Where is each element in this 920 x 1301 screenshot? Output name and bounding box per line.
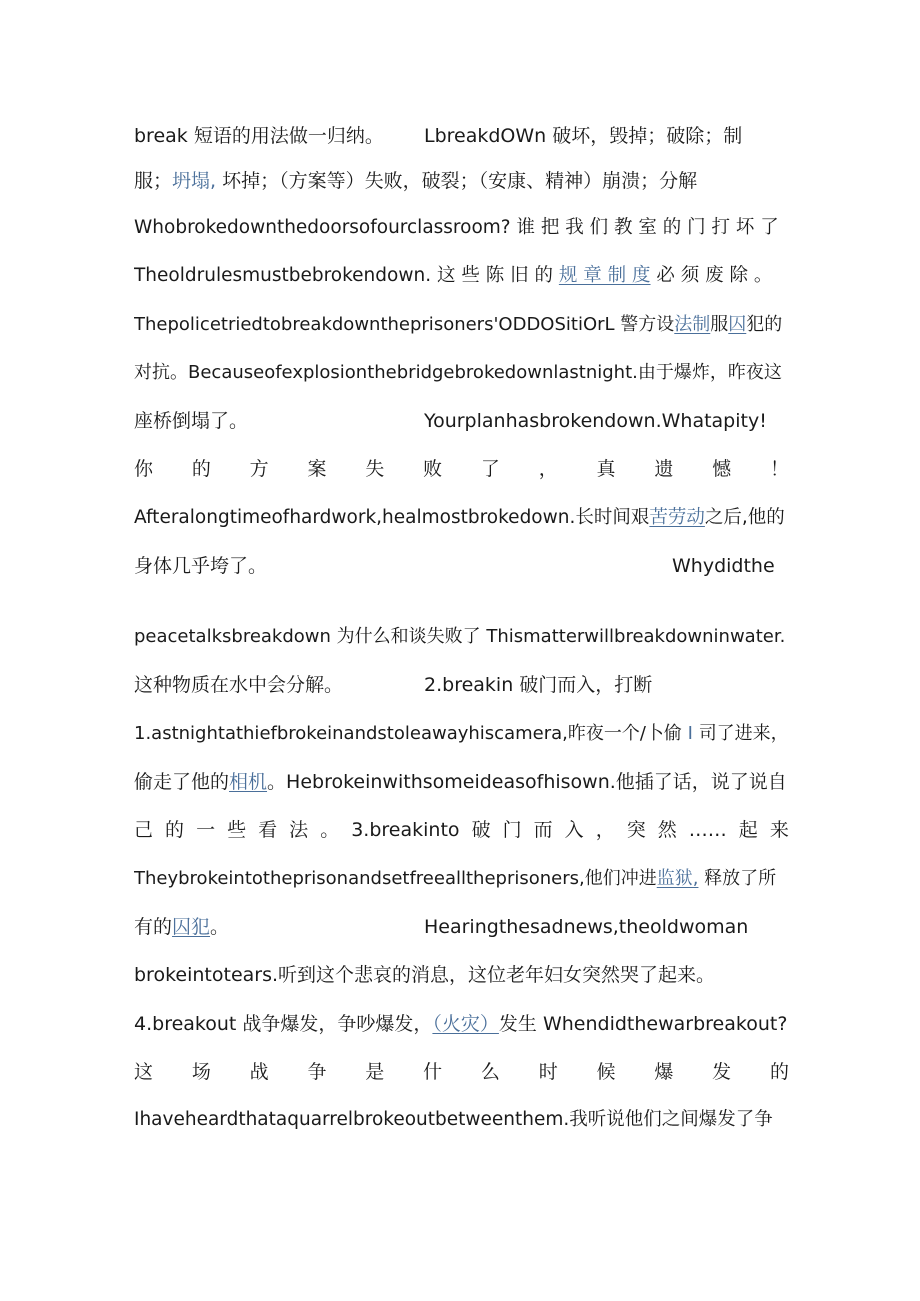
text-line (134, 119, 789, 153)
text-segment: break 短语的用法做一归纳。 (134, 125, 384, 147)
word: 这 (134, 1061, 154, 1083)
text-segment: Theybrokeintotheprisonandsetfreealltheprisoners,他们冲进 (134, 868, 657, 889)
text-segment: 之后,他的 (704, 507, 785, 528)
hyperlink[interactable]: 监狱, (656, 868, 699, 889)
hyperlink[interactable]: I (681, 723, 699, 744)
word: 。 (320, 819, 340, 841)
word: 的 (191, 458, 211, 480)
text-line (134, 259, 789, 293)
word: 候 (596, 1061, 616, 1083)
word: 己 (134, 819, 154, 841)
word: ， (538, 458, 558, 480)
word: 而 (533, 819, 553, 841)
text-line (134, 501, 789, 535)
word: ！ (769, 458, 789, 480)
word: 案 (307, 458, 327, 480)
word: 你 (134, 458, 154, 480)
word: 然 (657, 819, 677, 841)
hyperlink[interactable]: 坍塌, (172, 170, 217, 192)
text-segment: 犯的 (746, 314, 783, 335)
text-segment: 服； (134, 170, 173, 192)
text-segment: 4.breakout 战争爆发，争吵爆发， (134, 1013, 433, 1035)
text-segment: 身体几乎垮了。 (134, 555, 268, 577)
word: 法 (289, 819, 309, 841)
text-segment: 释放了所 (698, 868, 777, 889)
word: 战 (249, 1061, 269, 1083)
text-line (134, 549, 789, 583)
word: 些 (227, 819, 247, 841)
text-segment: 坏掉；（方案等）失败，破裂；（安康、精神）崩溃；分解 (216, 170, 698, 192)
text-segment: Thepolicetriedtobreakdowntheprisoners'ODDOSitiOrL 警方设 (134, 314, 675, 335)
text-line (134, 958, 789, 992)
word: 是 (365, 1061, 385, 1083)
word: 了 (480, 458, 500, 480)
word: 发 (712, 1061, 732, 1083)
text-segment: 有的 (134, 916, 173, 938)
word: 遗 (654, 458, 674, 480)
word: 入 (564, 819, 584, 841)
word: 的 (769, 1061, 789, 1083)
text-line (134, 620, 789, 654)
text-segment: 2.breakin 破门而入，打断 (424, 674, 653, 696)
text-segment: 座桥倒塌了。 (134, 410, 249, 432)
word: 方 (249, 458, 269, 480)
word: ， (595, 819, 615, 841)
word: 时 (538, 1061, 558, 1083)
text-line (134, 164, 789, 198)
text-line (134, 910, 789, 944)
text-segment: 。 (210, 916, 230, 938)
word: 突 (626, 819, 646, 841)
hyperlink[interactable]: 法制 (674, 314, 711, 335)
text-line (134, 813, 789, 847)
word: 一 (196, 819, 216, 841)
word: 来 (769, 819, 789, 841)
word: 场 (191, 1061, 211, 1083)
text-line (134, 1103, 789, 1137)
hyperlink[interactable]: 相机 (229, 771, 268, 793)
text-segment: 发生 Whendidthewarbreakout? (498, 1013, 788, 1035)
text-segment: 司了进来， (698, 723, 789, 744)
word: 看 (258, 819, 278, 841)
text-segment: Yourplanhasbrokendown.Whatapity! (424, 410, 767, 432)
word: 爆 (654, 1061, 674, 1083)
hyperlink[interactable]: 规 章 制 度 (558, 265, 651, 286)
word: 失 (365, 458, 385, 480)
hyperlink[interactable]: 苦劳动 (649, 507, 705, 528)
word: 败 (423, 458, 443, 480)
word: 憾 (712, 458, 732, 480)
word: 3.breakinto (351, 819, 460, 841)
text-line (134, 356, 789, 390)
text-segment: Theoldrulesmustbebrokendown. 这 些 陈 旧 的 (134, 265, 559, 286)
text-line (134, 668, 789, 702)
text-segment: Ihaveheardthataquarrelbrokeoutbetweenthem.我听说他们之间爆发了争 (134, 1109, 773, 1130)
hyperlink[interactable]: 囚 (728, 314, 747, 335)
text-segment: Afteralongtimeofhardwork,healmostbrokedown.长时间艰 (134, 507, 650, 528)
text-segment: 1.astnightathiefbrokeinandstoleawayhiscamera,昨夜一个/卜偷 (134, 723, 682, 744)
word: 真 (596, 458, 616, 480)
word: 起 (738, 819, 758, 841)
text-segment: Hearingthesadnews,theoldwoman (424, 916, 749, 938)
text-line (134, 765, 789, 799)
word: 的 (165, 819, 185, 841)
text-segment: 对抗。Becauseofexplosionthebridgebrokedownlastnight.由于爆炸，昨夜这 (134, 362, 782, 383)
hyperlink[interactable]: 囚犯 (172, 916, 211, 938)
word: 么 (480, 1061, 500, 1083)
word: 什 (423, 1061, 443, 1083)
text-line (134, 1007, 789, 1041)
text-segment: 。Hebrokeinwithsomeideasofhisown.他插了话，说了说自 (267, 771, 787, 793)
text-segment: Whobrokedownthedoorsofourclassroom? 谁 把 我 们 教 室 的 门 打 坏 了 (134, 217, 779, 238)
word: 争 (307, 1061, 327, 1083)
text-segment: peacetalksbreakdown 为什么和谈失败了 Thismatterwillbreakdowninwater. (134, 626, 786, 647)
hyperlink[interactable]: （火灾） (432, 1013, 499, 1035)
word: 破 (471, 819, 491, 841)
text-segment: 这种物质在水中会分解。 (134, 674, 344, 696)
text-line (134, 452, 789, 486)
text-line (134, 404, 789, 438)
text-segment: brokeintotears.听到这个悲哀的消息，这位老年妇女突然哭了起来。 (134, 964, 716, 986)
text-line (134, 862, 789, 896)
text-segment: LbreakdOWn 破坏，毁掉；破除；制 (424, 125, 743, 147)
text-line (134, 717, 789, 751)
text-line (134, 308, 789, 342)
text-line (134, 1055, 789, 1089)
text-segment: Whydidthe (672, 555, 775, 577)
word: 门 (502, 819, 522, 841)
word: …… (688, 819, 727, 841)
text-segment: 偷走了他的 (134, 771, 230, 793)
text-line (134, 211, 789, 245)
text-segment: 必 须 废 除 。 (650, 265, 773, 286)
text-segment: 服 (710, 314, 729, 335)
